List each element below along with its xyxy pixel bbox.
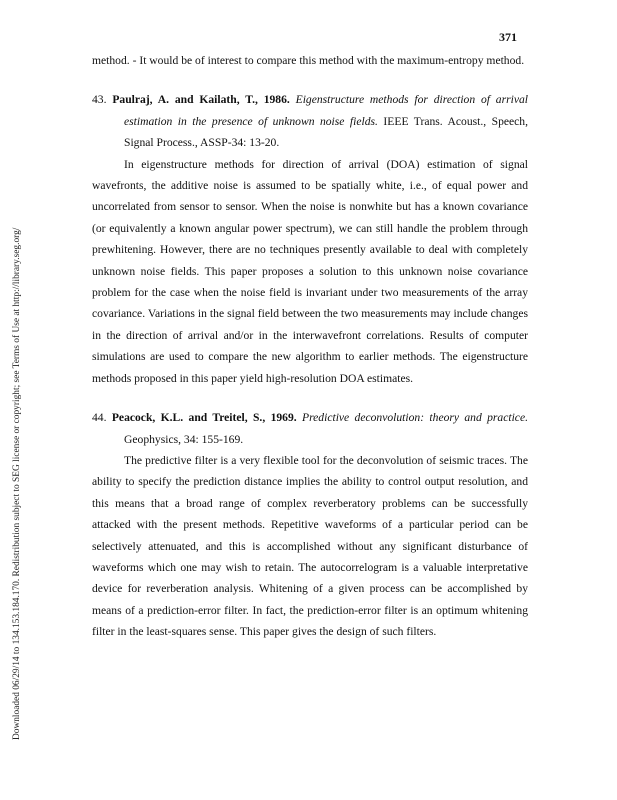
reference-entry-44: [92, 407, 528, 642]
reference-title: Eigenstructure methods for direction of arrival estimation in the presence of unknown noise fields.: [124, 93, 529, 128]
continuation-text: method. - It would be of interest to compare this method with the maximum-entropy method.: [92, 54, 525, 67]
reference-number: 44.: [92, 411, 107, 425]
reference-authors: Paulraj, A. and Kailath, T., 1986.: [112, 93, 290, 107]
reference-entry-43: [92, 89, 528, 389]
reference-source: IEEE Trans. Acoust., Speech, Signal Process., ASSP-34: 13-20.: [124, 114, 528, 150]
reference-abstract: In eigenstructure methods for direction of arrival (DOA) estimation of signal wavefronts, the additive noise is assumed to be spatially white, i.e., of equal power and uncorrelated from sensor to sensor. When the noise is nonwhite but has a known covariance (or equivalently a known angular power spectrum), we can still handle the problem through prewhitening. However, there are no techniques presently available to deal with completely unknown noise fields. This paper proposes a solution to this unknown noise covariance problem for the case when the noise field is invariant under two measurements of the array covariance. Variations in the signal field between the two measurements may include changes in the direction of arrival and/or in the interwavefront correlations. Results of computer simulations are used to compare the new algorithm to earlier methods. The eigenstructure methods proposed in this paper yield high-resolution DOA estimates.: [92, 157, 528, 385]
reference-authors: Peacock, K.L. and Treitel, S., 1969.: [111, 411, 297, 425]
download-notice: Downloaded 06/29/14 to 134.153.184.170. Redistribution subject to SEG license or copyright; see Terms of Use at http://library.seg.org/: [12, 227, 22, 740]
reference-abstract: The predictive filter is a very flexible tool for the deconvolution of seismic traces. The ability to specify the prediction distance implies the ability to control output resolution, and this means that a broad range of complex reverberatory problems can be successfully attacked with the present methods. Repetitive waveforms of a particular period can be selectively attenuated, and this is accomplished without any significant disturbance of waveforms which one may wish to retain. The autocorrelogram is a valuable interpretative device for reverberation analysis. Whitening of a given process can be accomplished by means of a prediction-error filter. In fact, the prediction-error filter is an optimum whitening filter in the least-squares sense. This paper gives the design of such filters.: [92, 453, 528, 639]
page-body: [92, 50, 528, 643]
page-number: 371: [499, 30, 517, 44]
reference-number: 43.: [92, 93, 107, 107]
reference-title: Predictive deconvolution: theory and practice.: [302, 411, 528, 425]
reference-citation: [92, 407, 528, 450]
reference-citation: [92, 89, 528, 153]
reference-source: Geophysics, 34: 155-169.: [124, 432, 244, 446]
